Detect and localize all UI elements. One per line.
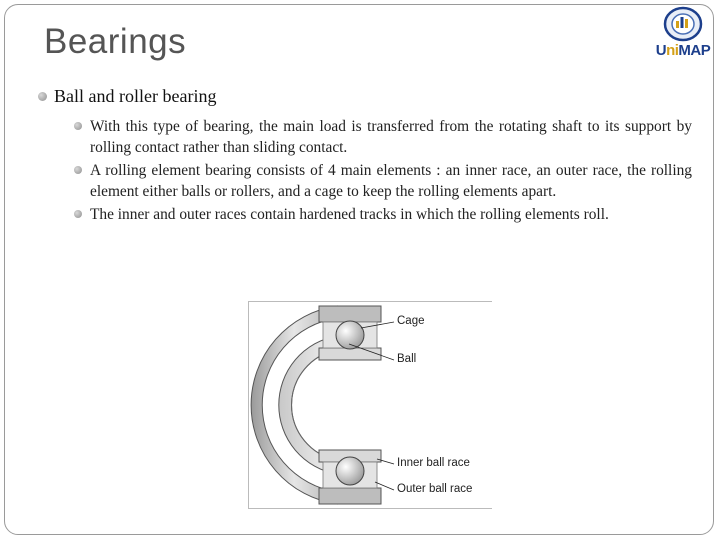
unimap-logo-icon	[652, 4, 714, 68]
logo-wordmark: UniMAP	[655, 42, 711, 59]
logo-emblem-icon	[652, 4, 714, 44]
section-heading	[52, 86, 216, 107]
list-item-text: A rolling element bearing consists of 4 main elements : an inner race, an outer race, the rolling element either balls or rollers, and a cage to keep the rolling elements apart.	[90, 162, 692, 200]
list-item-text: With this type of bearing, the main load is transferred from the rotating shaft to its support by rolling contact rather than sliding contact.	[90, 118, 692, 156]
label-ball: Ball	[397, 353, 417, 365]
bullet-icon	[38, 92, 47, 101]
bearing-diagram	[248, 301, 492, 509]
bullet-icon	[74, 166, 82, 174]
list-item	[90, 160, 692, 202]
slide-title: Bearings	[44, 22, 187, 61]
list-item	[90, 204, 692, 225]
list-item	[90, 116, 692, 158]
label-outer-ball-race: Outer ball race	[397, 483, 473, 495]
bullet-icon	[74, 122, 82, 130]
bearing-cross-section-icon	[249, 302, 492, 508]
bullet-icon	[74, 210, 82, 218]
section-heading-text: Ball and roller bearing	[54, 86, 217, 106]
bullet-list	[90, 116, 692, 227]
label-inner-ball-race: Inner ball race	[397, 457, 470, 469]
label-cage: Cage	[397, 315, 425, 327]
list-item-text: The inner and outer races contain hardened tracks in which the rolling elements roll.	[90, 206, 609, 223]
